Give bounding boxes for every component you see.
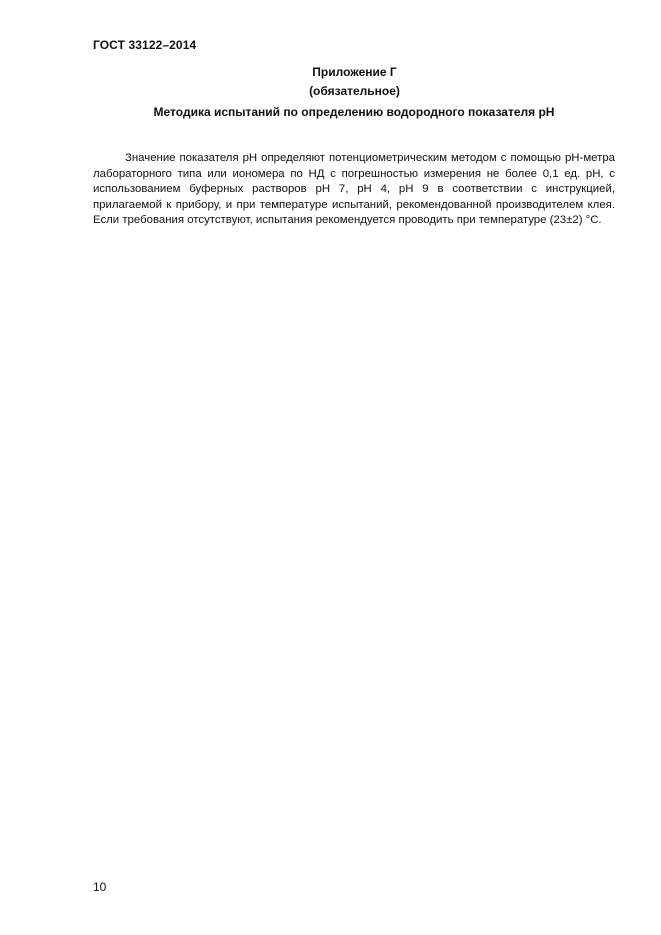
method-title: Методика испытаний по определению водородного показателя рН [153,105,555,119]
appendix-title: Приложение Г [312,65,397,79]
appendix-status: (обязательное) [309,84,400,98]
body-paragraph: Значение показателя рН определяют потенциометрическим методом с помощью рН-метра лабораторного типа или иономера по НД с погрешностью измерения не более 0,1 ед. рН, с использованием буферных растворов рН 7, рН 4, рН 9 в соответствии с инструкцией, прилагаемой к прибору, и при температуре испытаний, рекомендованной производителем клея. Если требования отсутствуют, испытания рекомендуется проводить при температуре (23±2) °С. [93,152,615,226]
appendix-heading [0,63,661,101]
page-number: 10 [93,880,107,894]
document-code-header: ГОСТ 33122–2014 [93,38,197,52]
